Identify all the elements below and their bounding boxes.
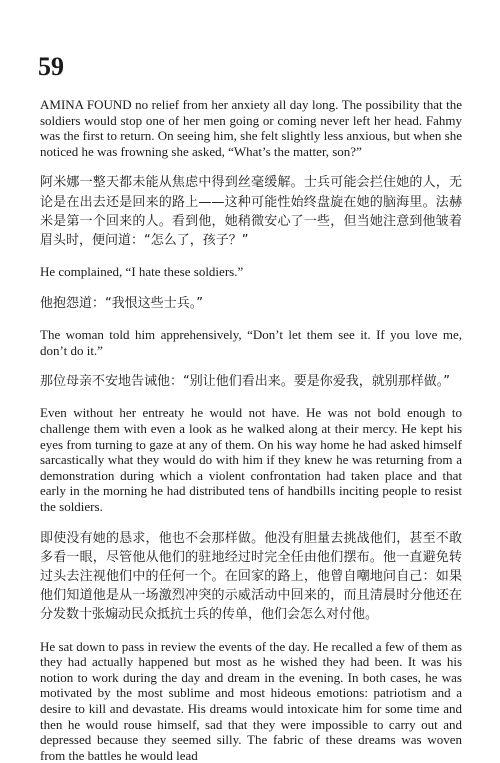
paragraph-chinese-1: 阿米娜一整天都未能从焦虑中得到丝毫缓解。士兵可能会拦住她的人，无论是在出去还是回来的路上——这种可能性始终盘旋在她的脑海里。法赫米是第一个回来的人。看到他，她稍微安心了一些，但当她注意到他皱着眉头时，便问道：“怎么了，孩子？” [40, 175, 462, 248]
paragraph-english-2: He complained, “I hate these soldiers.” [40, 264, 244, 280]
paragraph-gap [40, 358, 462, 372]
paragraph-gap [40, 313, 462, 327]
paragraph-gap [40, 625, 462, 639]
page-body [40, 97, 462, 763]
paragraph-gap [40, 391, 462, 405]
paragraph-gap [40, 159, 462, 173]
paragraph-gap [40, 515, 462, 529]
paragraph-chinese-2: 他抱怨道：“我恨这些士兵。” [40, 295, 203, 311]
paragraph-gap [40, 280, 462, 294]
paragraph-english-5: He sat down to pass in review the events of the day. He recalled a few of them as they had actually happened but most as he wished they had been. It was his notion to work during the day and dream in the evening. In both cases, he was motivated by the most sublime and most hideous emotions: patriotism and a desire to kill and devastate. His dreams would intoxicate him for some time and then he would rouse himself, sad that they were impossible to carry out and depressed because they seemed silly. The fabric of these dreams was woven from the battles he would lead [40, 638, 462, 763]
paragraph-gap [40, 250, 462, 264]
paragraph-english-4: Even without her entreaty he would not have. He was not bold enough to challenge them with even a look as he walked along at their mercy. He kept his eyes from turning to gaze at any of them. On his way home he had asked himself sarcastically what they would do with him if they knew he was returning from a demonstration during which a violent confrontation had taken place and that early in the morning he had distributed tens of handbills inciting people to resist the soldiers. [40, 405, 462, 514]
paragraph-english-1: AMINA FOUND no relief from her anxiety all day long. The possibility that the soldiers would stop one of her men going or coming never left her head. Fahmy was the first to return. On seeing him, she felt slightly less anxious, but when she noticed he was frowning she asked, “What’s the matter, son?” [40, 97, 462, 159]
paragraph-chinese-3: 那位母亲不安地告诫他：“别让他们看出来。要是你爱我，就别那样做。” [40, 374, 450, 390]
paragraph-english-3: The woman told him apprehensively, “Don’t let them see it. If you love me, don’t do it.” [40, 326, 462, 358]
paragraph-chinese-4: 即使没有她的恳求，他也不会那样做。他没有胆量去挑战他们，甚至不敢多看一眼，尽管他从他们的驻地经过时完全任由他们摆布。他一直避免转过头去注视他们中的任何一个。在回家的路上，他曾自嘲地问自己：如果他们知道他是从一场激烈冲突的示威活动中回来的，而且清晨时分他还在分发数十张煽动民众抵抗士兵的传单，他们会怎么对付他。 [40, 530, 462, 623]
page-number: 59 [38, 52, 64, 81]
